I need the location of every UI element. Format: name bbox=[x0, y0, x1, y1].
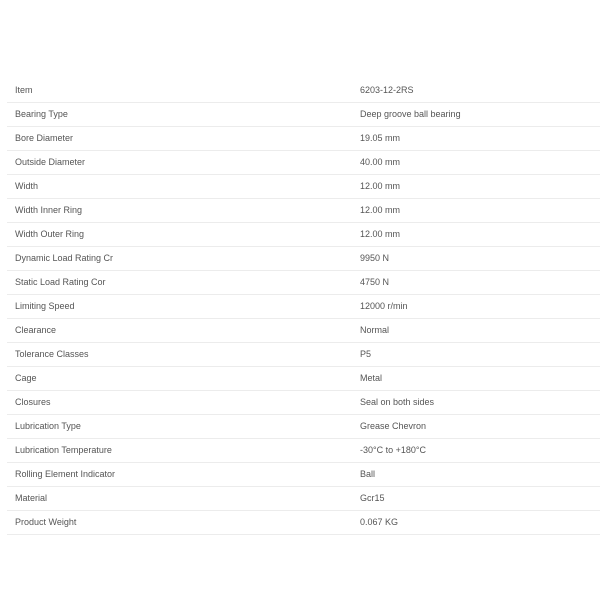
spec-label: Item bbox=[15, 85, 33, 95]
spec-value: 40.00 mm bbox=[360, 157, 401, 167]
table-row bbox=[7, 319, 600, 343]
table-row bbox=[7, 127, 600, 151]
spec-value: Seal on both sides bbox=[360, 397, 435, 407]
table-row bbox=[7, 463, 600, 487]
specification-table bbox=[7, 79, 600, 535]
table-row bbox=[7, 415, 600, 439]
spec-label: Product Weight bbox=[15, 517, 77, 527]
table-row bbox=[7, 103, 600, 127]
spec-label: Clearance bbox=[15, 325, 57, 335]
spec-value: Grease Chevron bbox=[360, 421, 427, 431]
spec-value: 19.05 mm bbox=[360, 133, 401, 143]
spec-label: Material bbox=[15, 493, 48, 503]
spec-label: Outside Diameter bbox=[15, 157, 86, 167]
spec-label: Width bbox=[15, 181, 39, 191]
spec-label: Tolerance Classes bbox=[15, 349, 89, 359]
spec-value: Normal bbox=[360, 325, 390, 335]
spec-value: 12.00 mm bbox=[360, 181, 401, 191]
table-row bbox=[7, 439, 600, 463]
spec-value: P5 bbox=[360, 349, 372, 359]
spec-label: Limiting Speed bbox=[15, 301, 75, 311]
spec-label: Bore Diameter bbox=[15, 133, 74, 143]
table-row bbox=[7, 79, 600, 103]
table-row bbox=[7, 151, 600, 175]
spec-label: Bearing Type bbox=[15, 109, 68, 119]
spec-label: Width Outer Ring bbox=[15, 229, 85, 239]
spec-value: 12000 r/min bbox=[360, 301, 408, 311]
table-row bbox=[7, 367, 600, 391]
spec-value: 0.067 KG bbox=[360, 517, 399, 527]
spec-value: 12.00 mm bbox=[360, 205, 401, 215]
spec-value: 6203-12-2RS bbox=[360, 85, 414, 95]
table-row bbox=[7, 271, 600, 295]
specification-table-body bbox=[7, 79, 600, 535]
table-row bbox=[7, 223, 600, 247]
spec-value: Gcr15 bbox=[360, 493, 385, 503]
spec-label: Rolling Element Indicator bbox=[15, 469, 116, 479]
spec-label: Lubrication Temperature bbox=[15, 445, 112, 455]
table-row bbox=[7, 511, 600, 535]
table-row bbox=[7, 295, 600, 319]
spec-value: 9950 N bbox=[360, 253, 390, 263]
table-row bbox=[7, 175, 600, 199]
spec-value: Deep groove ball bearing bbox=[360, 109, 461, 119]
spec-value: 4750 N bbox=[360, 277, 390, 287]
spec-value: 12.00 mm bbox=[360, 229, 401, 239]
table-row bbox=[7, 487, 600, 511]
spec-label: Lubrication Type bbox=[15, 421, 81, 431]
spec-value: Ball bbox=[360, 469, 376, 479]
spec-label: Dynamic Load Rating Cr bbox=[15, 253, 114, 263]
spec-label: Width Inner Ring bbox=[15, 205, 83, 215]
spec-label: Closures bbox=[15, 397, 51, 407]
spec-label: Static Load Rating Cor bbox=[15, 277, 106, 287]
table-row bbox=[7, 199, 600, 223]
table-row bbox=[7, 343, 600, 367]
spec-label: Cage bbox=[15, 373, 37, 383]
table-row bbox=[7, 391, 600, 415]
table-row bbox=[7, 247, 600, 271]
spec-value: -30°C to +180°C bbox=[360, 445, 426, 455]
spec-value: Metal bbox=[360, 373, 383, 383]
